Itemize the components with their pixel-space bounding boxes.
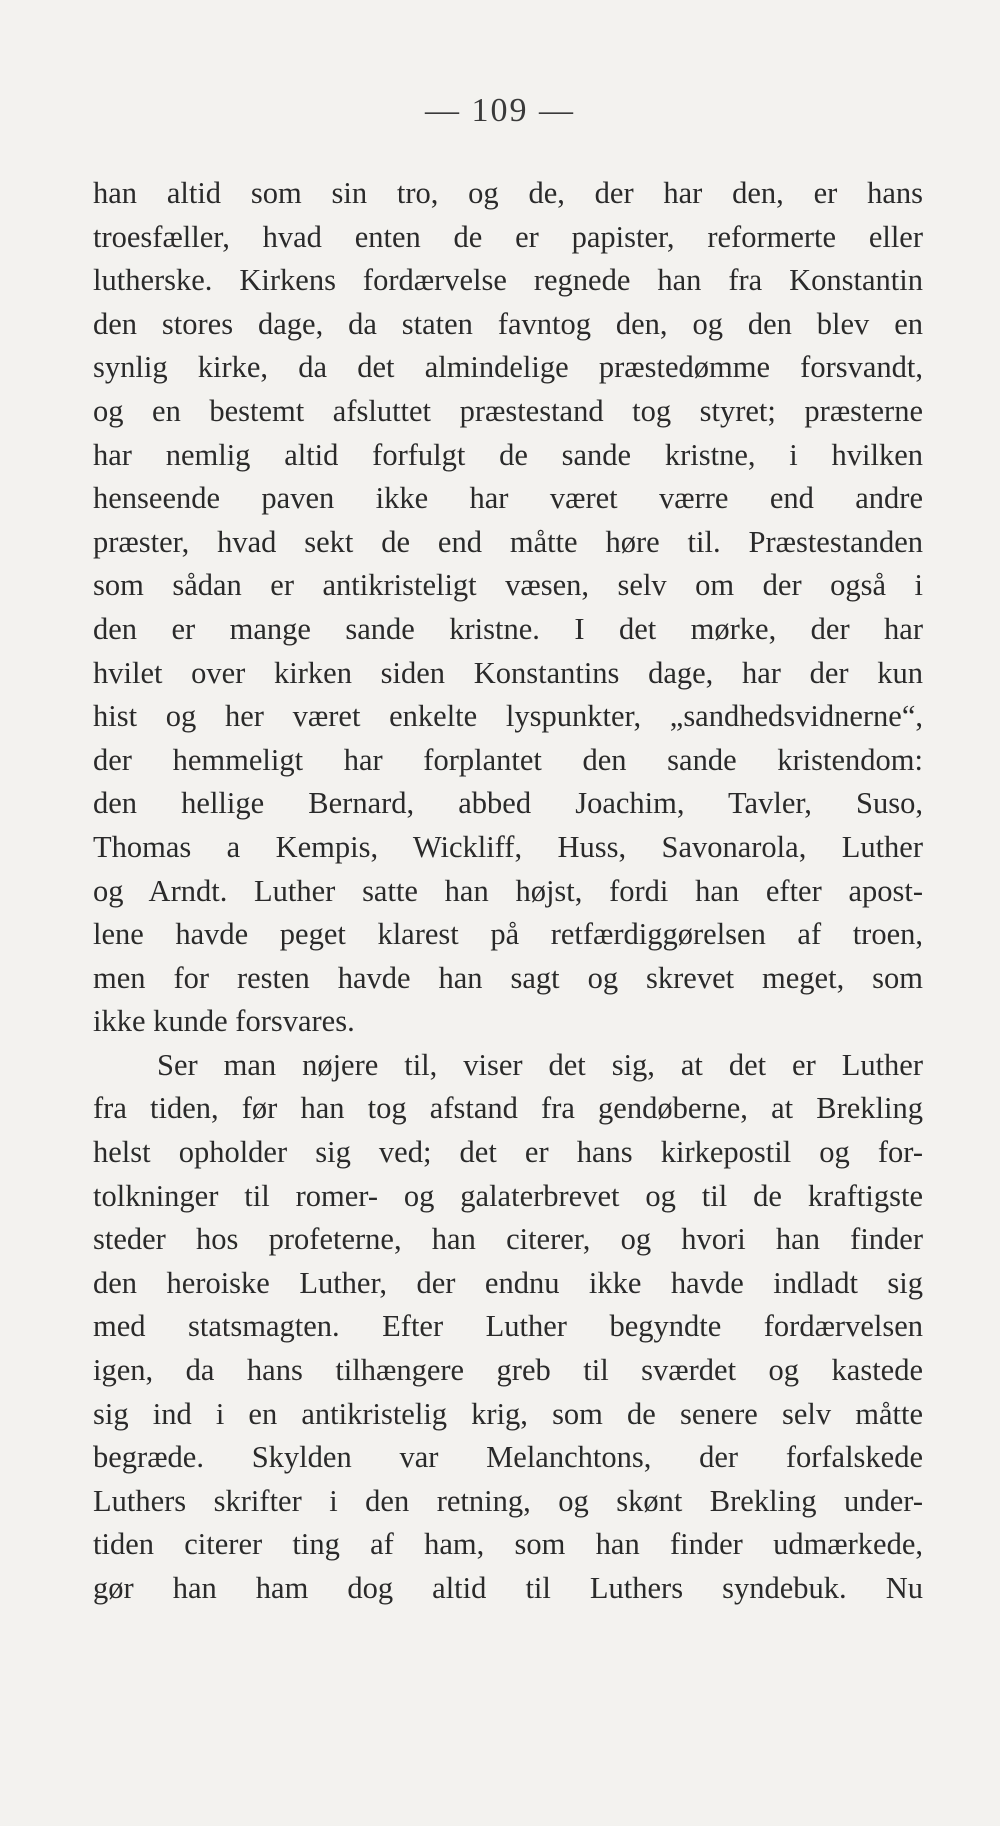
text-line: hvilet over kirken siden Konstantins dage, har der kun [93, 655, 923, 690]
text-line: lene havde peget klarest på retfærdiggørelsen af troen, [93, 917, 923, 952]
text-line: med statsmagten. Efter Luther begyndte fordærvelsen [93, 1309, 923, 1344]
text-line: Ser man nøjere til, viser det sig, at det er Luther [157, 1047, 923, 1082]
text-line: Thomas a Kempis, Wickliff, Huss, Savonarola, Luther [93, 829, 923, 864]
text-line: Luthers skrifter i den retning, og skønt Brekling under- [93, 1483, 923, 1518]
text-line: fra tiden, før han tog afstand fra gendøberne, at Brekling [93, 1091, 923, 1126]
text-line: sig ind i en antikristelig krig, som de senere selv måtte [93, 1396, 923, 1431]
text-line: og en bestemt afsluttet præstestand tog styret; præsterne [93, 393, 923, 428]
text-line: tolkninger til romer- og galaterbrevet og til de kraftigste [93, 1178, 923, 1213]
text-line: gør han ham dog altid til Luthers syndebuk. Nu [93, 1571, 923, 1605]
text-line: den er mange sande kristne. I det mørke, der har [93, 611, 923, 646]
text-line: der hemmeligt har forplantet den sande kristendom: [93, 742, 923, 777]
text-line: men for resten havde han sagt og skrevet meget, som [93, 960, 923, 995]
text-line: henseende paven ikke har været værre end andre [93, 481, 923, 516]
text-line: helst opholder sig ved; det er hans kirkepostil og for- [93, 1135, 923, 1170]
text-line: den heroiske Luther, der endnu ikke havde indladt sig [93, 1265, 923, 1300]
text-line: præster, hvad sekt de end måtte høre til. Præstestanden [93, 524, 923, 559]
body-text [93, 172, 923, 1611]
text-line: synlig kirke, da det almindelige præstedømme forsvandt, [93, 350, 923, 385]
text-line: hist og her været enkelte lyspunkter, „sandhedsvidnerne“, [93, 699, 923, 734]
text-line: og Arndt. Luther satte han højst, fordi han efter apost- [93, 873, 923, 908]
text-line: steder hos profeterne, han citerer, og hvori han finder [93, 1222, 923, 1257]
text-line: som sådan er antikristeligt væsen, selv om der også i [93, 568, 923, 603]
paragraph-2 [93, 1044, 923, 1611]
text-line: den hellige Bernard, abbed Joachim, Tavler, Suso, [93, 786, 923, 821]
page-number: — 109 — [425, 92, 575, 129]
text-line: ikke kunde forsvares. [93, 1004, 355, 1039]
text-line: troesfæller, hvad enten de er papister, reformerte eller [93, 219, 923, 254]
text-line: den stores dage, da staten favntog den, og den blev en [93, 306, 923, 341]
text-line: igen, da hans tilhængere greb til sværdet og kastede [93, 1353, 923, 1388]
paragraph-1 [93, 172, 923, 1044]
text-line: han altid som sin tro, og de, der har den, er hans [93, 176, 923, 210]
text-line: begræde. Skylden var Melanchtons, der forfalskede [93, 1440, 923, 1475]
text-line: lutherske. Kirkens fordærvelse regnede han fra Konstantin [93, 263, 923, 298]
text-line: har nemlig altid forfulgt de sande kristne, i hvilken [93, 437, 923, 472]
text-line: tiden citerer ting af ham, som han finder udmærkede, [93, 1527, 923, 1562]
